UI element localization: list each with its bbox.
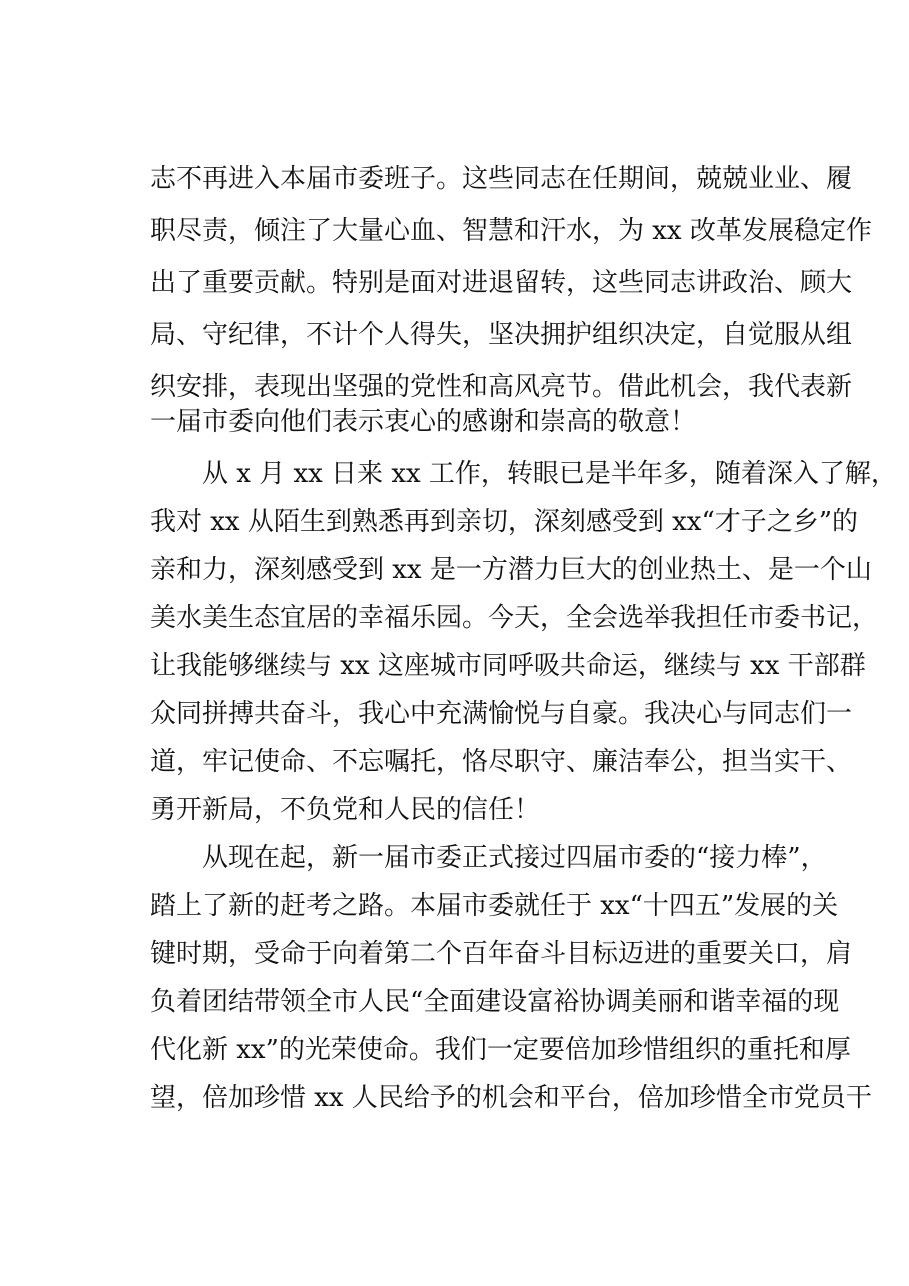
text-line: 志不再进入本届市委班子。这些同志在任期间，兢兢业业、履: [150, 164, 853, 194]
text-line: 负着团结带领全市人民“全面建设富裕协调美丽和谐幸福的现: [150, 987, 840, 1017]
text-line: 我对 xx 从陌生到熟悉再到亲切，深刻感受到 xx“才子之乡”的: [150, 507, 859, 537]
text-line: 一届市委向他们表示衷心的感谢和崇高的敬意！: [150, 407, 697, 437]
paragraph-first-line: 从现在起，新一届市委正式接过四届市委的“接力棒”，: [202, 843, 827, 873]
text-line: 键时期，受命于向着第二个百年奋斗目标迈进的重要关口，肩: [150, 939, 853, 969]
text-line: 职尽责，倾注了大量心血、智慧和汗水，为 xx 改革发展稳定作: [150, 216, 872, 246]
text-line: 代化新 xx”的光荣使命。我们一定要倍加珍惜组织的重托和厚: [150, 1035, 851, 1065]
paragraph-first-line: 从 x 月 xx 日来 xx 工作，转眼已是半年多，随着深入了解，: [202, 459, 897, 489]
text-line: 织安排，表现出坚强的党性和高风亮节。借此机会，我代表新: [150, 372, 853, 402]
text-line: 踏上了新的赶考之路。本届市委就任于 xx“十四五”发展的关: [150, 891, 839, 921]
text-line: 亲和力，深刻感受到 xx 是一方潜力巨大的创业热土、是一个山: [150, 555, 872, 585]
text-line: 局、守纪律，不计个人得失，坚决拥护组织决定，自觉服从组: [150, 320, 853, 350]
text-line: 让我能够继续与 xx 这座城市同呼吸共命运，继续与 xx 干部群: [150, 651, 866, 681]
text-line: 美水美生态宜居的幸福乐园。今天，全会选举我担任市委书记，: [150, 603, 879, 633]
text-line: 众同拼搏共奋斗，我心中充满愉悦与自豪。我决心与同志们一: [150, 699, 853, 729]
text-line: 出了重要贡献。特别是面对进退留转，这些同志讲政治、顾大: [150, 268, 853, 298]
text-line: 望，倍加珍惜 xx 人民给予的机会和平台，倍加珍惜全市党员干: [150, 1083, 872, 1113]
text-line: 勇开新局，不负党和人民的信任！: [150, 795, 541, 825]
text-line: 道，牢记使命、不忘嘱托，恪尽职守、廉洁奉公，担当实干、: [150, 747, 853, 777]
